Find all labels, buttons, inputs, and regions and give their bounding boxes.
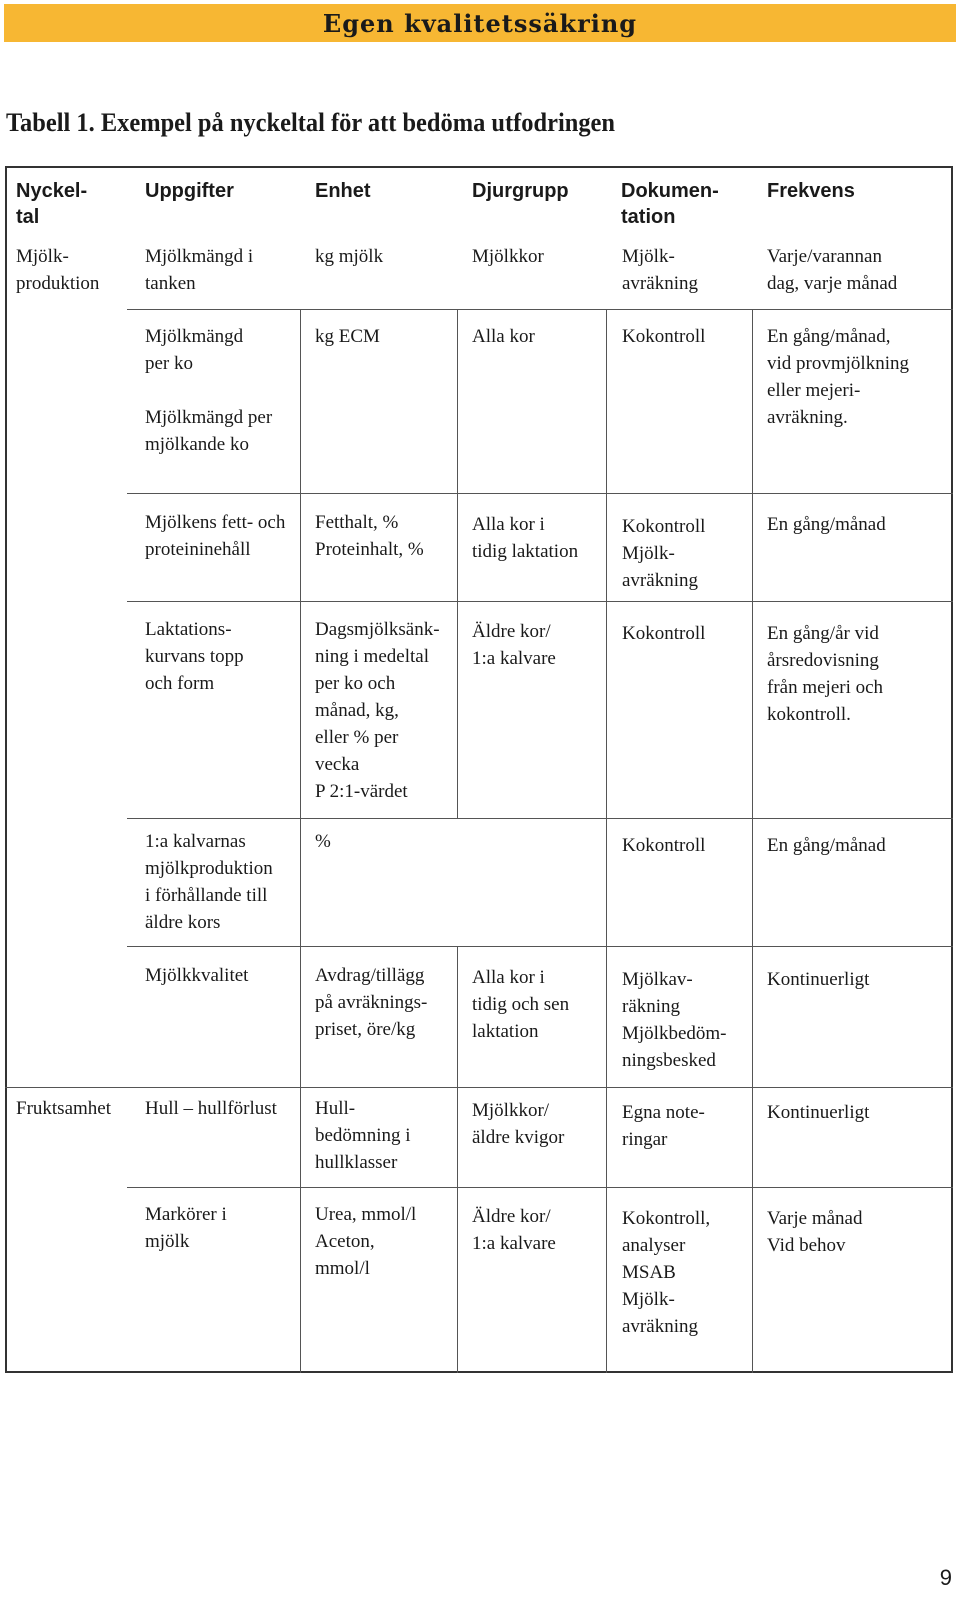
table-cell: Alla kor [472, 326, 535, 347]
table-cell: Varje månad Vid behov [767, 1208, 863, 1256]
table-title: Tabell 1. Exempel på nyckeltal för att bedöma utfodringen [6, 108, 615, 137]
table-cell: Alla kor i tidig laktation [472, 514, 579, 562]
column-divider [457, 946, 458, 1373]
table-cell: Kokontroll [622, 326, 706, 347]
table-cell: Kokontroll [622, 623, 706, 644]
row-divider [127, 946, 953, 947]
table-cell: Fetthalt, % Proteinhalt, % [315, 512, 424, 560]
table-cell: Urea, mmol/l Aceton, mmol/l [315, 1204, 417, 1279]
header-djurgrupp: Djurgrupp [472, 180, 569, 202]
header-uppgifter: Uppgifter [145, 180, 234, 202]
table-cell: Mjölkav- räkning Mjölkbedöm- ningsbesked [622, 969, 727, 1071]
row-divider [5, 1087, 953, 1088]
table-cell: En gång/månad [767, 835, 886, 856]
table-cell: Laktations- kurvans topp och form [145, 619, 244, 694]
table-cell: Mjölk- avräkning [622, 246, 698, 294]
table-cell: En gång/månad [767, 514, 886, 535]
table-cell: Mjölkkvalitet [145, 965, 249, 986]
table-cell: Äldre kor/ 1:a kalvare [472, 621, 556, 669]
table-cell: Kokontroll [622, 835, 706, 856]
header-dokumentation: Dokumen- tation [621, 180, 719, 228]
table-cell: Avdrag/tillägg på avräknings- priset, öre/kg [315, 965, 428, 1040]
header-nyckeltal: Nyckel- tal [16, 180, 88, 228]
row-divider [127, 309, 953, 310]
table-cell: Kontinuerligt [767, 969, 870, 990]
row-divider [127, 1187, 953, 1188]
column-divider [752, 309, 753, 1373]
table-cell: Kontinuerligt [767, 1102, 870, 1123]
row-divider [127, 601, 953, 602]
table-cell: Egna note- ringar [622, 1102, 705, 1150]
table-cell: Mjölkmängd per ko Mjölkmängd per mjölkande ko [145, 326, 273, 455]
column-divider [606, 309, 607, 1373]
table-cell: Markörer i mjölk [145, 1204, 227, 1252]
table-cell: Mjölk- produktion [16, 246, 100, 294]
column-divider [457, 309, 458, 818]
table-cell: Kokontroll, analyser MSAB Mjölk- avräkning [622, 1208, 711, 1337]
table-cell: % [315, 831, 331, 852]
row-divider [127, 818, 953, 819]
page-number: 9 [939, 1565, 952, 1590]
column-divider [300, 309, 301, 1373]
table-cell: kg mjölk [315, 246, 384, 267]
table-cell: kg ECM [315, 326, 380, 347]
table-cell: Mjölkens fett- och proteininehåll [145, 512, 286, 560]
table-cell: Dagsmjölksänk- ning i medeltal per ko och månad, kg, eller % per vecka P 2:1-värdet [315, 619, 440, 802]
header-frekvens: Frekvens [767, 180, 855, 202]
table-cell: Hull- bedömning i hullklasser [315, 1098, 411, 1173]
banner-title: Egen kvalitetssäkring [322, 8, 638, 38]
table-cell: En gång/månad, vid provmjölkning eller mejeri- avräkning. [767, 326, 909, 428]
table-cell: Hull – hullförlust [145, 1098, 277, 1119]
header-enhet: Enhet [315, 180, 371, 202]
table-cell: 1:a kalvarnas mjölkproduktion i förhållande till äldre kors [145, 831, 273, 933]
section-banner [4, 4, 956, 42]
table-cell: Kokontroll Mjölk- avräkning [622, 516, 706, 591]
row-divider [127, 493, 953, 494]
table-cell: Mjölkkor/ äldre kvigor [472, 1100, 565, 1148]
table-cell: Mjölkmängd i tanken [145, 246, 254, 294]
table-cell: Varje/varannan dag, varje månad [767, 246, 898, 294]
table-cell: En gång/år vid årsredovisning från mejeri och kokontroll. [767, 623, 884, 725]
table-cell: Alla kor i tidig och sen laktation [472, 967, 570, 1042]
table-cell: Fruktsamhet [16, 1098, 111, 1119]
table-cell: Mjölkkor [472, 246, 544, 267]
table-cell: Äldre kor/ 1:a kalvare [472, 1206, 556, 1254]
